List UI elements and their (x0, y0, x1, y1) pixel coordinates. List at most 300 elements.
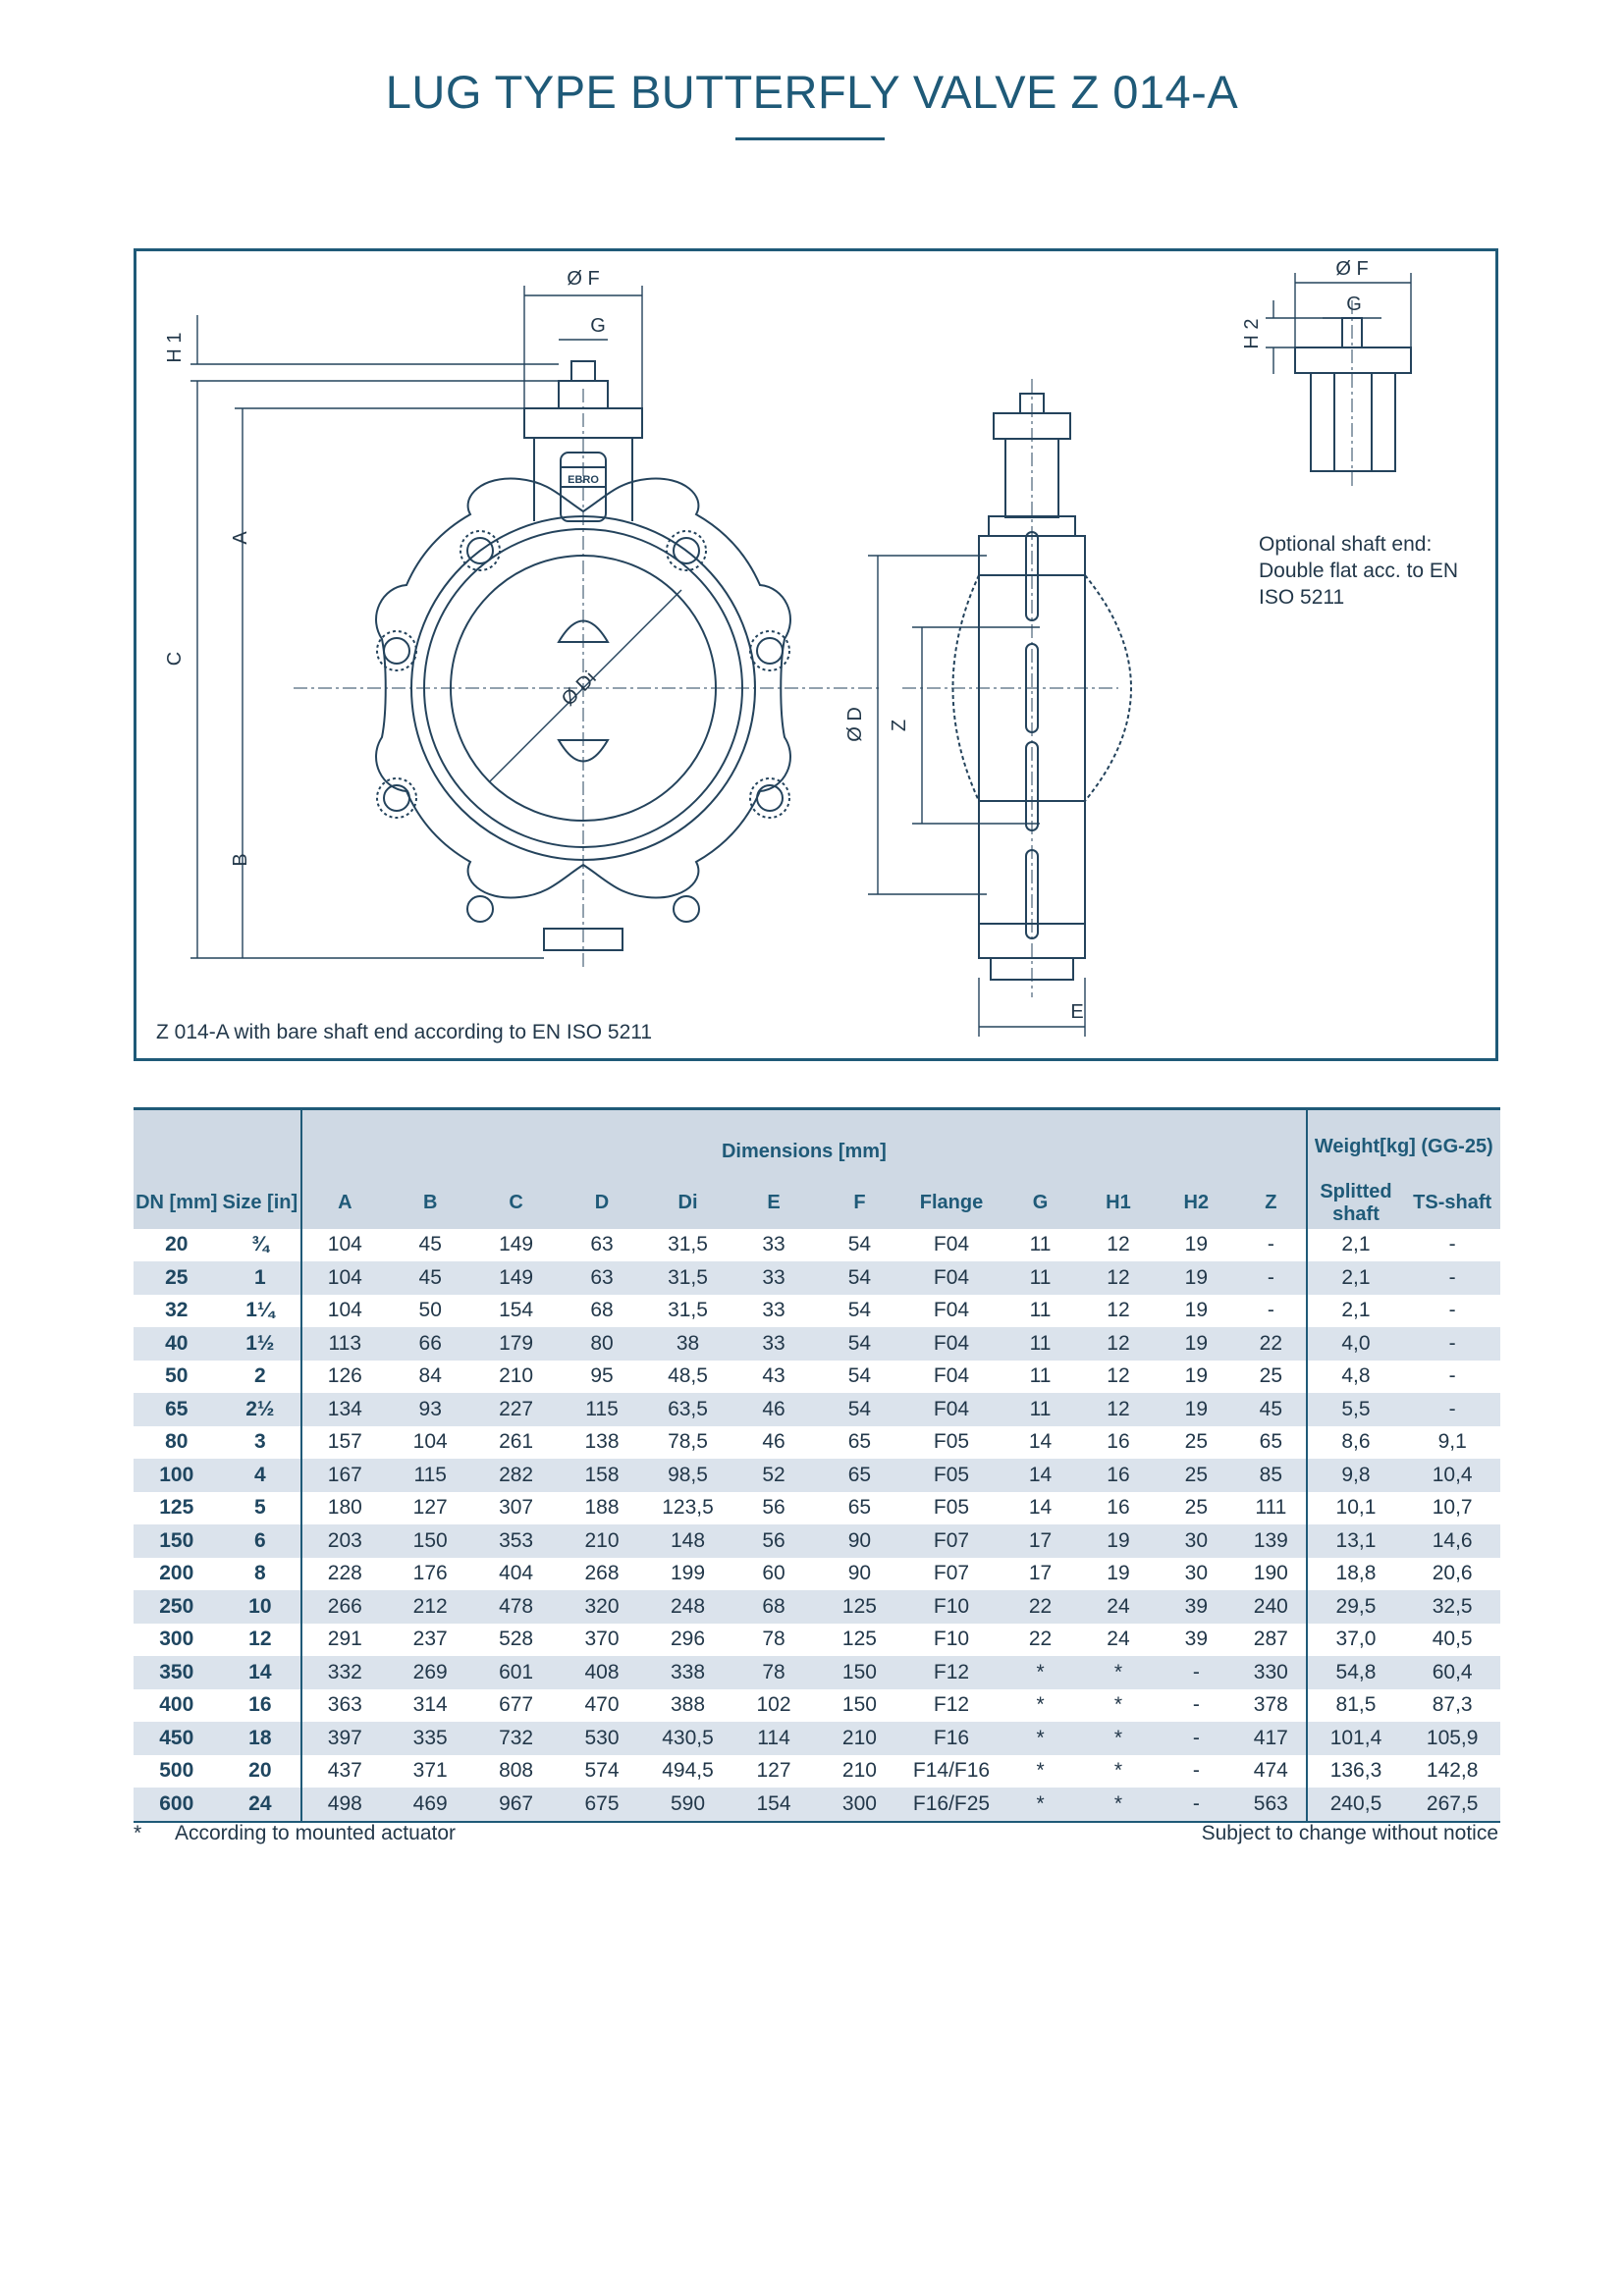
table-cell: * (1001, 1755, 1080, 1789)
table-cell: 11 (1001, 1393, 1080, 1426)
table-cell: 52 (731, 1459, 816, 1492)
table-cell: - (1404, 1327, 1500, 1361)
table-cell: 19 (1157, 1229, 1236, 1262)
table-cell: F04 (902, 1327, 1001, 1361)
table-row (134, 1689, 1500, 1723)
table-cell: 93 (388, 1393, 473, 1426)
table-cell: 199 (645, 1558, 731, 1591)
table-cell: 19 (1157, 1361, 1236, 1394)
table-cell: 269 (388, 1656, 473, 1689)
header-splitted-shaft: Splitted shaft (1307, 1178, 1405, 1229)
table-row (134, 1558, 1500, 1591)
table-cell: F04 (902, 1261, 1001, 1295)
footnote-text: According to mounted actuator (175, 1822, 457, 1844)
table-cell: 139 (1236, 1524, 1307, 1558)
table-cell: 113 (301, 1327, 387, 1361)
side-view (953, 394, 1132, 980)
table-cell: 25 (134, 1261, 220, 1295)
table-cell: 33 (731, 1295, 816, 1328)
table-cell: 338 (645, 1656, 731, 1689)
table-cell: 267,5 (1404, 1788, 1500, 1822)
table-cell: F04 (902, 1295, 1001, 1328)
table-cell: 240 (1236, 1590, 1307, 1624)
table-cell: 5 (220, 1492, 302, 1525)
table-cell: 54 (817, 1393, 902, 1426)
table-cell: 125 (817, 1590, 902, 1624)
table-cell: F04 (902, 1229, 1001, 1262)
table-cell: 85 (1236, 1459, 1307, 1492)
table-cell: 80 (134, 1426, 220, 1460)
table-cell: 87,3 (1404, 1689, 1500, 1723)
table-cell: 10 (220, 1590, 302, 1624)
table-cell: 227 (473, 1393, 559, 1426)
table-cell: 149 (473, 1229, 559, 1262)
table-cell: 19 (1080, 1558, 1156, 1591)
table-cell: 261 (473, 1426, 559, 1460)
table-cell: 282 (473, 1459, 559, 1492)
drawing-caption: Z 014-A with bare shaft end according to EN ISO 5211 (156, 1021, 653, 1043)
table-cell: 404 (473, 1558, 559, 1591)
table-cell: 12 (1080, 1295, 1156, 1328)
table-cell: 1 (220, 1261, 302, 1295)
table-cell: 17 (1001, 1558, 1080, 1591)
table-cell: 81,5 (1307, 1689, 1405, 1723)
dimensions-table (134, 1107, 1500, 1823)
table-cell: 98,5 (645, 1459, 731, 1492)
table-cell: ¾ (220, 1229, 302, 1262)
table-cell: 590 (645, 1788, 731, 1822)
table-cell: 14,6 (1404, 1524, 1500, 1558)
table-cell: 149 (473, 1261, 559, 1295)
table-cell: 54 (817, 1361, 902, 1394)
table-cell: 167 (301, 1459, 387, 1492)
table-cell: 250 (134, 1590, 220, 1624)
table-cell: 56 (731, 1492, 816, 1525)
table-cell: 296 (645, 1624, 731, 1657)
table-row (134, 1755, 1500, 1789)
table-cell: 126 (301, 1361, 387, 1394)
table-row (134, 1459, 1500, 1492)
table-cell: * (1080, 1788, 1156, 1822)
table-cell: 478 (473, 1590, 559, 1624)
table-cell: 335 (388, 1722, 473, 1755)
table-cell: 90 (817, 1558, 902, 1591)
table-cell: F04 (902, 1393, 1001, 1426)
table-cell: 31,5 (645, 1229, 731, 1262)
table-cell: 4,0 (1307, 1327, 1405, 1361)
table-cell: 33 (731, 1261, 816, 1295)
table-cell: 30 (1157, 1558, 1236, 1591)
table-cell: * (1080, 1755, 1156, 1789)
dim-label-G-optional: G (1346, 294, 1362, 315)
technical-drawing (134, 248, 1498, 1061)
table-cell: 530 (559, 1722, 644, 1755)
table-cell: 203 (301, 1524, 387, 1558)
table-cell: * (1001, 1722, 1080, 1755)
table-cell: 332 (301, 1656, 387, 1689)
table-cell: 2,1 (1307, 1229, 1405, 1262)
dim-label-Di: Ø Di (557, 667, 601, 711)
table-cell: - (1157, 1656, 1236, 1689)
table-cell: 125 (134, 1492, 220, 1525)
table-cell: 430,5 (645, 1722, 731, 1755)
header-dn: DN [mm] (134, 1178, 220, 1229)
title-underline (735, 137, 885, 140)
table-cell: 500 (134, 1755, 220, 1789)
table-row (134, 1327, 1500, 1361)
table-cell: 46 (731, 1426, 816, 1460)
table-cell: 212 (388, 1590, 473, 1624)
table-cell: 24 (1080, 1624, 1156, 1657)
table-cell: 100 (134, 1459, 220, 1492)
table-cell: F12 (902, 1656, 1001, 1689)
dim-label-D: Ø D (844, 707, 866, 742)
table-cell: 65 (1236, 1426, 1307, 1460)
table-cell: 417 (1236, 1722, 1307, 1755)
table-cell: 528 (473, 1624, 559, 1657)
table-cell: 105,9 (1404, 1722, 1500, 1755)
table-cell: 3 (220, 1426, 302, 1460)
dim-label-C: C (164, 651, 186, 667)
optional-shaft-note: Optional shaft end: Double flat acc. to EN ISO 5211 (1259, 533, 1459, 609)
table-cell: 24 (1080, 1590, 1156, 1624)
table-cell: 5,5 (1307, 1393, 1405, 1426)
table-cell: 115 (559, 1393, 644, 1426)
table-cell: 13,1 (1307, 1524, 1405, 1558)
table-cell: 127 (388, 1492, 473, 1525)
header-di: Di (645, 1178, 731, 1229)
table-cell: 25 (1157, 1426, 1236, 1460)
table-cell: 66 (388, 1327, 473, 1361)
table-row (134, 1624, 1500, 1657)
table-cell: 400 (134, 1689, 220, 1723)
table-cell: 210 (473, 1361, 559, 1394)
table-cell: 158 (559, 1459, 644, 1492)
table-cell: 22 (1236, 1327, 1307, 1361)
table-cell: 54 (817, 1229, 902, 1262)
table-cell: 1¼ (220, 1295, 302, 1328)
table-cell: 732 (473, 1722, 559, 1755)
table-cell: * (1001, 1788, 1080, 1822)
table-cell: 24 (220, 1788, 302, 1822)
table-cell: 104 (388, 1426, 473, 1460)
table-cell: 95 (559, 1361, 644, 1394)
table-cell: 150 (817, 1689, 902, 1723)
table-cell: 37,0 (1307, 1624, 1405, 1657)
table-cell: 268 (559, 1558, 644, 1591)
dim-label-H2: H 2 (1241, 318, 1263, 349)
table-cell: 601 (473, 1656, 559, 1689)
table-cell: 142,8 (1404, 1755, 1500, 1789)
table-cell: 104 (301, 1295, 387, 1328)
table-cell: 150 (134, 1524, 220, 1558)
table-cell: 2½ (220, 1393, 302, 1426)
table-cell: - (1157, 1722, 1236, 1755)
table-cell: 50 (388, 1295, 473, 1328)
table-cell: 18 (220, 1722, 302, 1755)
table-cell: 54 (817, 1295, 902, 1328)
table-cell: 65 (817, 1426, 902, 1460)
table-cell: - (1157, 1788, 1236, 1822)
table-cell: - (1404, 1295, 1500, 1328)
table-cell: 19 (1157, 1295, 1236, 1328)
table-cell: 677 (473, 1689, 559, 1723)
table-cell: F10 (902, 1624, 1001, 1657)
table-cell: 470 (559, 1689, 644, 1723)
table-cell: 2,1 (1307, 1295, 1405, 1328)
table-cell: 65 (817, 1459, 902, 1492)
table-row (134, 1229, 1500, 1262)
header-h1: H1 (1080, 1178, 1156, 1229)
table-cell: 157 (301, 1426, 387, 1460)
dim-label-A: A (230, 531, 251, 545)
table-cell: 808 (473, 1755, 559, 1789)
dim-label-F-optional: Ø F (1335, 258, 1369, 280)
table-cell: 188 (559, 1492, 644, 1525)
table-cell: 78 (731, 1624, 816, 1657)
header-ts-shaft: TS-shaft (1404, 1178, 1500, 1229)
table-cell: 190 (1236, 1558, 1307, 1591)
footnote-mark: * (134, 1822, 142, 1844)
table-cell: 371 (388, 1755, 473, 1789)
table-cell: 11 (1001, 1295, 1080, 1328)
table-cell: 314 (388, 1689, 473, 1723)
table-cell: 19 (1157, 1393, 1236, 1426)
table-cell: 45 (1236, 1393, 1307, 1426)
header-e: E (731, 1178, 816, 1229)
table-cell: 287 (1236, 1624, 1307, 1657)
table-cell: 125 (817, 1624, 902, 1657)
table-cell: 14 (1001, 1492, 1080, 1525)
table-cell: * (1001, 1689, 1080, 1723)
table-cell: 350 (134, 1656, 220, 1689)
table-cell: 150 (388, 1524, 473, 1558)
table-cell: - (1404, 1261, 1500, 1295)
table-cell: 12 (1080, 1261, 1156, 1295)
table-cell: 300 (817, 1788, 902, 1822)
table-cell: 20 (220, 1755, 302, 1789)
table-row (134, 1426, 1500, 1460)
table-cell: 102 (731, 1689, 816, 1723)
table-cell: 134 (301, 1393, 387, 1426)
table-cell: 20 (134, 1229, 220, 1262)
table-row (134, 1492, 1500, 1525)
table-cell: F07 (902, 1524, 1001, 1558)
table-cell: 32,5 (1404, 1590, 1500, 1624)
table-cell: 46 (731, 1393, 816, 1426)
table-cell: 450 (134, 1722, 220, 1755)
table-cell: 16 (1080, 1426, 1156, 1460)
table-row (134, 1361, 1500, 1394)
dim-label-G: G (590, 315, 606, 337)
table-cell: - (1404, 1229, 1500, 1262)
table-cell: 18,8 (1307, 1558, 1405, 1591)
dim-label-E: E (1070, 1001, 1084, 1023)
table-cell: 12 (220, 1624, 302, 1657)
table-cell: 17 (1001, 1524, 1080, 1558)
table-cell: 248 (645, 1590, 731, 1624)
dim-label-F: Ø F (567, 268, 600, 290)
table-cell: 31,5 (645, 1261, 731, 1295)
table-cell: F05 (902, 1459, 1001, 1492)
table-cell: 11 (1001, 1327, 1080, 1361)
dim-label-B: B (230, 853, 251, 867)
table-cell: 9,8 (1307, 1459, 1405, 1492)
header-g: G (1001, 1178, 1080, 1229)
table-cell: 14 (220, 1656, 302, 1689)
optional-shaft-detail (1295, 318, 1411, 471)
table-cell: 104 (301, 1261, 387, 1295)
table-cell: * (1001, 1656, 1080, 1689)
table-cell: 600 (134, 1788, 220, 1822)
table-row (134, 1393, 1500, 1426)
table-cell: 104 (301, 1229, 387, 1262)
table-cell: 2 (220, 1361, 302, 1394)
table-cell: 19 (1157, 1261, 1236, 1295)
table-cell: 43 (731, 1361, 816, 1394)
table-cell: - (1157, 1755, 1236, 1789)
table-cell: - (1236, 1261, 1307, 1295)
table-cell: * (1080, 1656, 1156, 1689)
table-cell: 84 (388, 1361, 473, 1394)
header-z: Z (1236, 1178, 1307, 1229)
table-cell: 12 (1080, 1327, 1156, 1361)
table-cell: 307 (473, 1492, 559, 1525)
table-cell: 8,6 (1307, 1426, 1405, 1460)
table-cell: 33 (731, 1327, 816, 1361)
table-cell: 437 (301, 1755, 387, 1789)
table-row (134, 1295, 1500, 1328)
table-cell: 300 (134, 1624, 220, 1657)
table-cell: 675 (559, 1788, 644, 1822)
header-size: Size [in] (220, 1178, 302, 1229)
table-cell: 19 (1080, 1524, 1156, 1558)
header-flange: Flange (902, 1178, 1001, 1229)
table-cell: 353 (473, 1524, 559, 1558)
table-row (134, 1261, 1500, 1295)
table-cell: 115 (388, 1459, 473, 1492)
table-cell: 228 (301, 1558, 387, 1591)
table-cell: 63,5 (645, 1393, 731, 1426)
table-cell: 10,1 (1307, 1492, 1405, 1525)
table-cell: 11 (1001, 1361, 1080, 1394)
table-cell: 63 (559, 1229, 644, 1262)
table-cell: 19 (1157, 1327, 1236, 1361)
table-row (134, 1722, 1500, 1755)
table-cell: - (1236, 1229, 1307, 1262)
table-cell: 180 (301, 1492, 387, 1525)
table-cell: 63 (559, 1261, 644, 1295)
table-cell: 150 (817, 1656, 902, 1689)
table-cell: 114 (731, 1722, 816, 1755)
table-cell: 65 (817, 1492, 902, 1525)
table-cell: F05 (902, 1492, 1001, 1525)
table-cell: 40,5 (1404, 1624, 1500, 1657)
valve-drawing-svg (136, 251, 1495, 1058)
table-cell: - (1236, 1295, 1307, 1328)
header-c: C (473, 1178, 559, 1229)
table-header-row (134, 1178, 1500, 1229)
table-cell: 65 (134, 1393, 220, 1426)
header-d: D (559, 1178, 644, 1229)
header-a: A (301, 1178, 387, 1229)
table-cell: 6 (220, 1524, 302, 1558)
table-cell: 25 (1157, 1459, 1236, 1492)
table-cell: 8 (220, 1558, 302, 1591)
table-cell: 12 (1080, 1361, 1156, 1394)
table-cell: 111 (1236, 1492, 1307, 1525)
table-cell: 210 (817, 1755, 902, 1789)
table-cell: 370 (559, 1624, 644, 1657)
table-cell: 40 (134, 1327, 220, 1361)
table-cell: 45 (388, 1229, 473, 1262)
table-cell: 9,1 (1404, 1426, 1500, 1460)
table-cell: 498 (301, 1788, 387, 1822)
table-cell: 78 (731, 1656, 816, 1689)
table-cell: 80 (559, 1327, 644, 1361)
table-cell: 200 (134, 1558, 220, 1591)
table-row (134, 1524, 1500, 1558)
table-cell: 330 (1236, 1656, 1307, 1689)
dim-label-H1: H 1 (164, 332, 186, 363)
table-cell: 39 (1157, 1624, 1236, 1657)
table-cell: 68 (559, 1295, 644, 1328)
table-row (134, 1788, 1500, 1822)
table-cell: 29,5 (1307, 1590, 1405, 1624)
table-cell: 388 (645, 1689, 731, 1723)
header-f: F (817, 1178, 902, 1229)
table-cell: 14 (1001, 1426, 1080, 1460)
table-cell: 50 (134, 1361, 220, 1394)
table-cell: F14/F16 (902, 1755, 1001, 1789)
table-cell: 408 (559, 1656, 644, 1689)
table-cell: 563 (1236, 1788, 1307, 1822)
table-cell: F07 (902, 1558, 1001, 1591)
table-row (134, 1590, 1500, 1624)
table-cell: * (1080, 1689, 1156, 1723)
table-cell: 4 (220, 1459, 302, 1492)
table-cell: F10 (902, 1590, 1001, 1624)
table-cell: 48,5 (645, 1361, 731, 1394)
table-cell: 291 (301, 1624, 387, 1657)
table-cell: 14 (1001, 1459, 1080, 1492)
table-cell: F05 (902, 1426, 1001, 1460)
table-cell: 30 (1157, 1524, 1236, 1558)
group-header-weight: Weight[kg] (GG-25) (1307, 1109, 1500, 1178)
table-cell: 54 (817, 1327, 902, 1361)
table-cell: 60 (731, 1558, 816, 1591)
table-cell: 45 (388, 1261, 473, 1295)
table-cell: 20,6 (1404, 1558, 1500, 1591)
footnote (134, 1822, 456, 1845)
table-cell: 378 (1236, 1689, 1307, 1723)
table-cell: 474 (1236, 1755, 1307, 1789)
table-body (134, 1229, 1500, 1822)
table-cell: 90 (817, 1524, 902, 1558)
table-cell: 68 (731, 1590, 816, 1624)
dim-label-Z: Z (889, 719, 910, 732)
table-cell: 22 (1001, 1624, 1080, 1657)
table-cell: 1½ (220, 1327, 302, 1361)
table-cell: 469 (388, 1788, 473, 1822)
table-cell: 16 (220, 1689, 302, 1723)
table-cell: 31,5 (645, 1295, 731, 1328)
change-notice: Subject to change without notice (1201, 1822, 1498, 1844)
table-cell: 210 (559, 1524, 644, 1558)
table-cell: F16/F25 (902, 1788, 1001, 1822)
table-cell: 16 (1080, 1492, 1156, 1525)
table-cell: 4,8 (1307, 1361, 1405, 1394)
